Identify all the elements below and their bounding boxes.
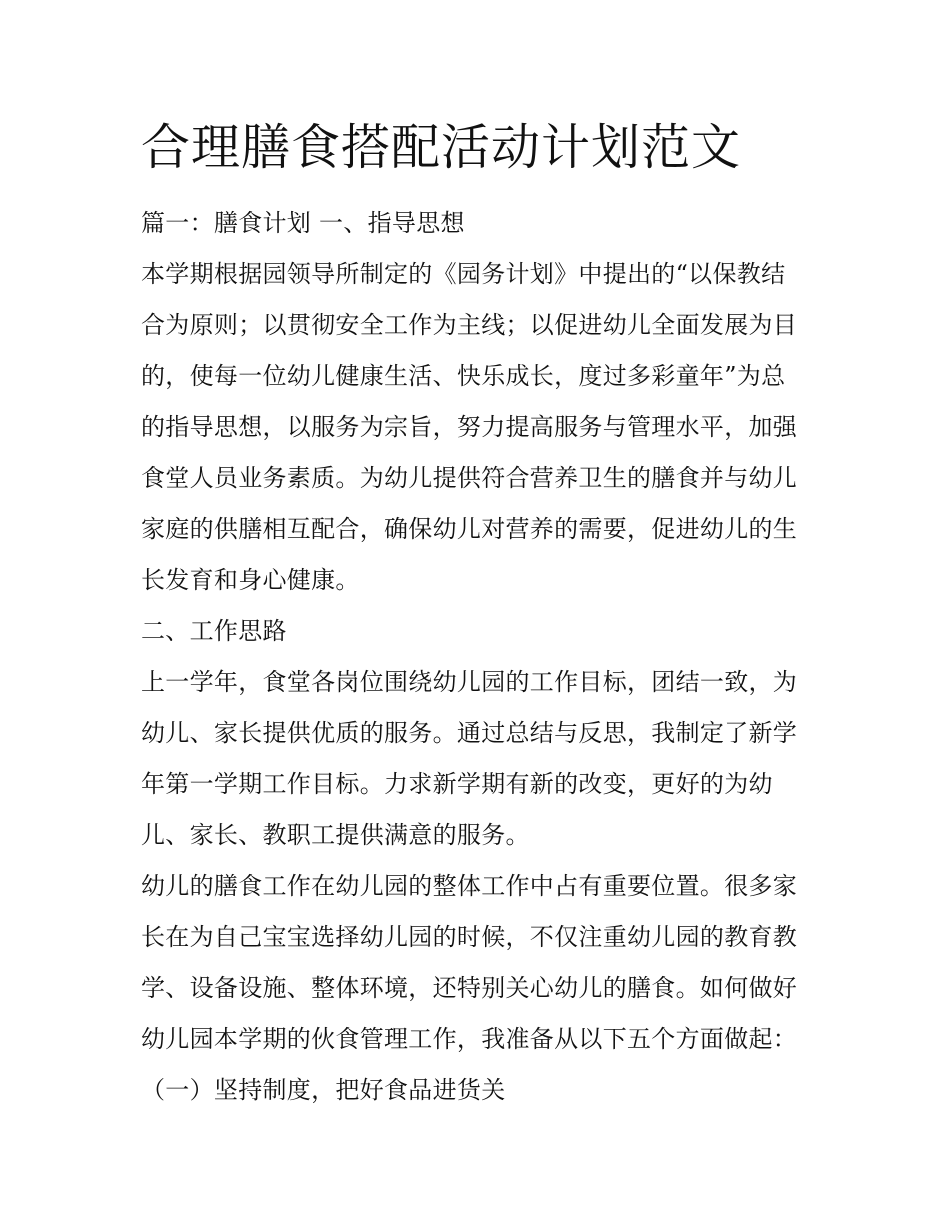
section-heading: 篇一：膳食计划 一、指导思想 (141, 209, 465, 237)
document-title: 合理膳食搭配活动计划范文 (141, 119, 742, 176)
paragraph-line: 幼儿、家长提供优质的服务。通过总结与反思，我制定了新学 (141, 719, 798, 747)
paragraph-line: 食堂人员业务素质。为幼儿提供符合营养卫生的膳食并与幼儿 (141, 464, 798, 492)
paragraph-line: 合为原则；以贯彻安全工作为主线；以促进幼儿全面发展为目 (141, 311, 798, 339)
paragraph-line: 儿、家长、教职工提供满意的服务。 (141, 821, 530, 849)
paragraph-line: 幼儿园本学期的伙食管理工作，我准备从以下五个方面做起： (141, 1025, 798, 1053)
paragraph-line: 家庭的供膳相互配合，确保幼儿对营养的需要，促进幼儿的生 (141, 515, 798, 543)
paragraph-line: 长在为自己宝宝选择幼儿园的时候，不仅注重幼儿园的教育教 (141, 923, 798, 951)
document-page (141, 112, 813, 1116)
paragraph-line: 幼儿的膳食工作在幼儿园的整体工作中占有重要位置。很多家 (141, 872, 798, 900)
paragraph-line: 的指导思想，以服务为宗旨，努力提高服务与管理水平，加强 (141, 413, 798, 441)
paragraph-line: 上一学年，食堂各岗位围绕幼儿园的工作目标，团结一致，为 (141, 668, 798, 696)
paragraph-line: 学、设备设施、整体环境，还特别关心幼儿的膳食。如何做好 (141, 974, 798, 1002)
paragraph-line: 年第一学期工作目标。力求新学期有新的改变，更好的为幼 (141, 770, 773, 798)
section-heading: 二、工作思路 (141, 617, 287, 645)
paragraph-line: 本学期根据园领导所制定的《园务计划》中提出的“以保教结 (141, 260, 786, 288)
paragraph-line: 长发育和身心健康。 (141, 566, 360, 594)
subsection-heading: （一）坚持制度，把好食品进货关 (141, 1076, 506, 1104)
paragraph-line: 的，使每一位幼儿健康生活、快乐成长，度过多彩童年”为总 (141, 362, 786, 390)
